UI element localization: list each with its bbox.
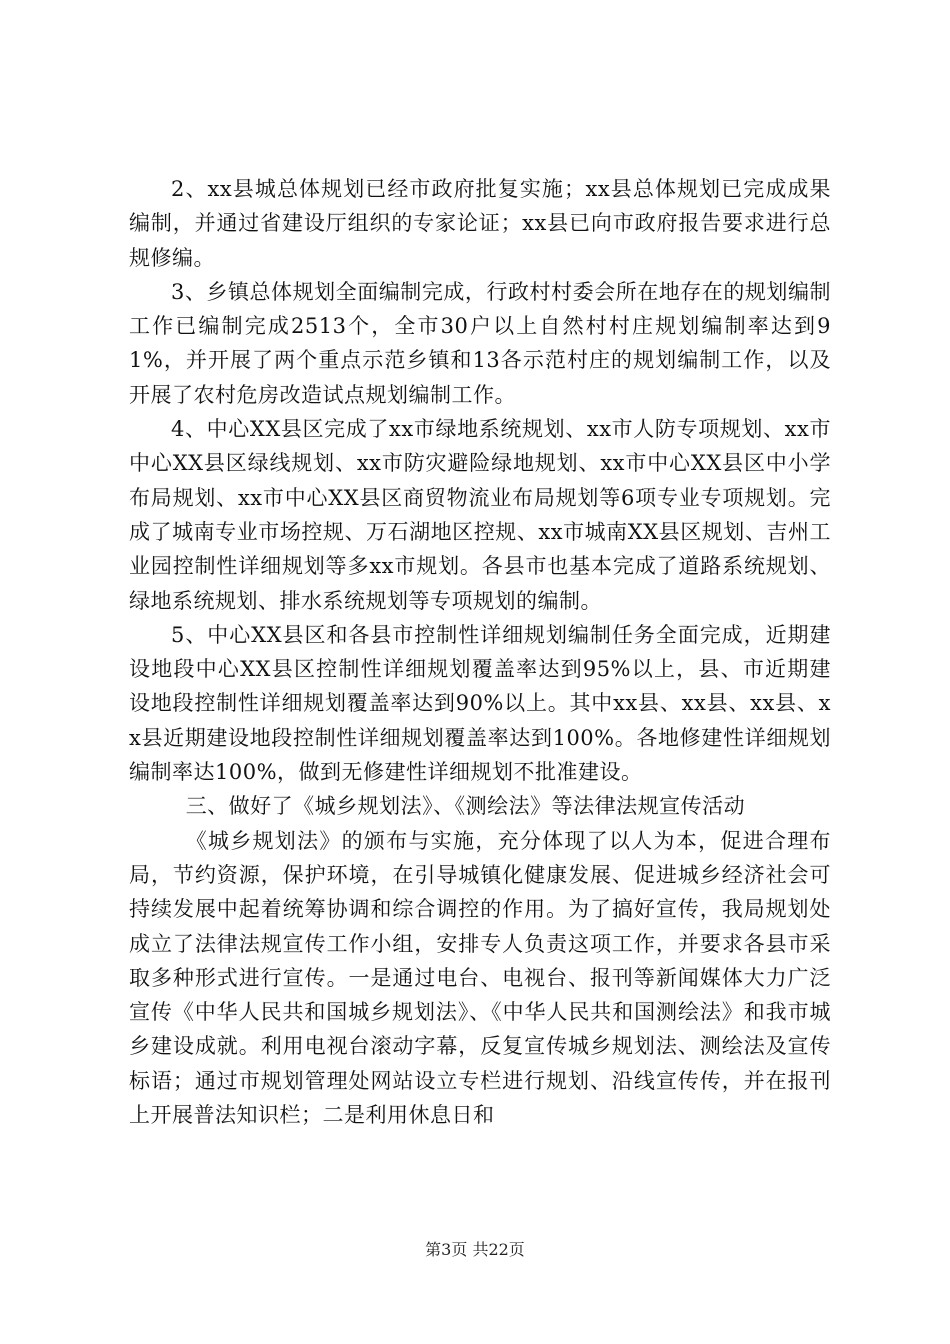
paragraph-item-3: 3、乡镇总体规划全面编制完成，行政村村委会所在地存在的规划编制工作已编制完成2513个，全市30户以上自然村村庄规划编制率达到91%，并开展了两个重点示范乡镇和13各示范村庄的规划编制工作，以及开展了农村危房改造试点规划编制工作。 (129, 279, 831, 407)
body-paragraph: 《城乡规划法》的颁布与实施，充分体现了以人为本，促进合理布局，节约资源，保护环境，在引导城镇化健康发展、促进城乡经济社会可持续发展中起着统筹协调和综合调控的作用。为了搞好宣传，我局规划处成立了法律法规宣传工作小组，安排专人负责这项工作，并要求各县市采取多种形式进行宣传。一是通过电台、电视台、报刊等新闻媒体大力广泛宣传《中华人民共和国城乡规划法》、《中华人民共和国测绘法》和我市城乡建设成就。利用电视台滚动字幕，反复宣传城乡规划法、测绘法及宣传标语；通过市规划管理处网站设立专栏进行规划、沿线宣传传，并在报刊上开展普法知识栏；二是利用休息日和 (129, 828, 831, 1128)
section-heading: 三、做好了《城乡规划法》、《测绘法》等法律法规宣传活动 (185, 794, 746, 819)
paragraph-item-2: 2、xx县城总体规划已经市政府批复实施；xx县总体规划已完成成果编制，并通过省建设厅组织的专家论证；xx县已向市政府报告要求进行总规修编。 (129, 177, 831, 270)
document-body (129, 172, 831, 1132)
page-footer: 第3页 共22页 (425, 1240, 525, 1259)
paragraph-item-4: 4、中心XX县区完成了xx市绿地系统规划、xx市人防专项规划、xx市中心XX县区绿线规划、xx市防灾避险绿地规划、xx市中心XX县区中小学布局规划、xx市中心XX县区商贸物流业布局规划等6项专业专项规划。完成了城南专业市场控规、万石湖地区控规、xx市城南XX县区规划、吉州工业园控制性详细规划等多xx市规划。各县市也基本完成了道路系统规划、绿地系统规划、排水系统规划等专项规划的编制。 (129, 417, 831, 613)
paragraph-item-5: 5、中心XX县区和各县市控制性详细规划编制任务全面完成，近期建设地段中心XX县区控制性详细规划覆盖率达到95%以上，县、市近期建设地段控制性详细规划覆盖率达到90%以上。其中xx县、xx县、xx县、xx县近期建设地段控制性详细规划覆盖率达到100%。各地修建性详细规划编制率达100%，做到无修建性详细规划不批准建设。 (129, 622, 831, 785)
